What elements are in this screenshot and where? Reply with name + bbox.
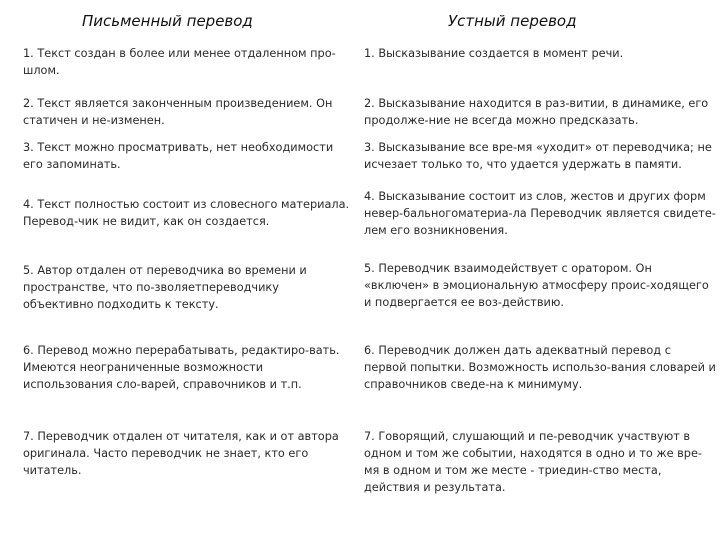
row-7-written: 7. Переводчик отдален от читателя, как и от автора оригинала. Часто переводчик не знает, кто его читатель.	[23, 430, 339, 477]
row-5-oral: 5. Переводчик взаимодействует с оратором. Он «включен» в эмоциональную атмосферу проис-ходящего и подвергается ее воз-действию.	[364, 262, 709, 309]
row-6-written: 6. Перевод можно перерабатывать, редактиро-вать. Имеются неограниченные возможности использования сло-варей, справочников и т.п.	[23, 344, 340, 391]
row-1-oral: 1. Высказывание создается в момент речи.	[364, 47, 624, 60]
row-7-oral: 7. Говорящий, слушающий и пе-реводчик участвуют в одном и том же событии, находятся в одно и то же вре-мя в одном и том же месте - триедин-ство места, действия и результата.	[364, 430, 702, 494]
header-oral-translation: Устный перевод	[448, 12, 577, 30]
row-3-oral: 3. Высказывание все вре-мя «уходит» от переводчика; не исчезает только то, что удается удержать в памяти.	[364, 141, 712, 171]
header-written-translation: Письменный перевод	[82, 12, 253, 30]
row-3-written: 3. Текст можно просматривать, нет необходимости его запоминать.	[23, 141, 334, 171]
row-4-written: 4. Текст полностью состоит из словесного материала. Перевод-чик не видит, как он создается.	[23, 198, 350, 228]
row-2-written: 2. Текст является законченным произведением. Он статичен и не-изменен.	[23, 97, 333, 127]
row-2-oral: 2. Высказывание находится в раз-витии, в динамике, его продолже-ние не всегда можно предсказать.	[364, 97, 709, 127]
row-1-written: 1. Текст создан в более или менее отдаленном про-шлом.	[23, 47, 336, 77]
row-6-oral: 6. Переводчик должен дать адекватный перевод с первой попытки. Возможность использо-вания словарей и справочников сведе-на к минимуму.	[364, 344, 716, 391]
row-4-oral: 4. Высказывание состоит из слов, жестов и других форм невер-бальногоматериа-ла Переводчик является свидете-лем его возникновения.	[364, 190, 716, 237]
row-5-written: 5. Автор отдален от переводчика во времени и пространстве, что по-зволяетпереводчику объективно подходить к тексту.	[23, 264, 307, 311]
